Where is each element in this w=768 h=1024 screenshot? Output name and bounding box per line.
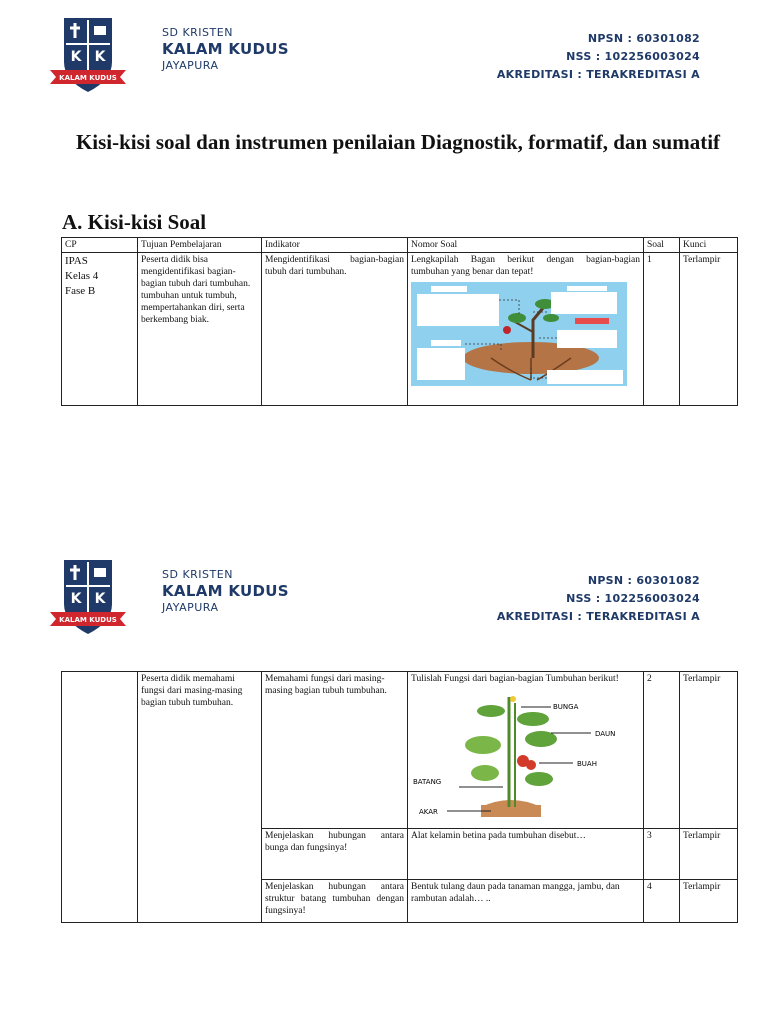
- school-logo: [48, 14, 128, 94]
- school-line-3: JAYAPURA: [162, 59, 219, 72]
- school-line-3: JAYAPURA: [162, 601, 219, 614]
- tujuan-cell: Peserta didik bisa mengidentifikasi bagian-bagian tubuh dari tumbuhan. tumbuhan untuk tumbuh, mempertahankan diri, serta berkembang biak.: [138, 253, 262, 406]
- question-text: Bentuk tulang daun pada tanaman mangga, jambu, dan rambutan adalah… ..: [408, 880, 644, 923]
- akreditasi: AKREDITASI : TERAKREDITASI A: [496, 68, 700, 81]
- cp-phase: Fase B: [65, 285, 96, 297]
- indikator-cell: Menjelaskan hubungan antara struktur batang tumbuhan dengan fungsinya!: [262, 880, 408, 923]
- indikator-cell: Memahami fungsi dari masing-masing bagian tubuh tumbuhan.: [262, 672, 408, 829]
- indikator-cell: Mengidentifikasi bagian-bagian tubuh dari tumbuhan.: [262, 253, 408, 406]
- school-identifiers: [497, 30, 700, 84]
- question-cell: [408, 672, 644, 829]
- header-kunci: Kunci: [680, 238, 738, 253]
- school-line-1: SD KRISTEN: [162, 26, 233, 39]
- npsn: NPSN : 60301082: [587, 32, 700, 45]
- cp-subject: IPAS: [65, 255, 88, 267]
- nss: NSS : 102256003024: [566, 50, 700, 63]
- table-header-row: [62, 238, 738, 253]
- label-batang: BATANG: [413, 778, 442, 786]
- header-nomor-soal: Nomor Soal: [408, 238, 644, 253]
- svg-text:K: K: [94, 49, 106, 65]
- akreditasi: AKREDITASI : TERAKREDITASI A: [496, 610, 700, 623]
- header-cp: CP: [62, 238, 138, 253]
- label-bunga: BUNGA: [553, 703, 579, 711]
- school-line-1: SD KRISTEN: [162, 568, 233, 581]
- school-logo: [48, 556, 128, 636]
- school-line-2: KALAM KUDUS: [162, 40, 289, 58]
- kisi-kisi-table: [61, 237, 738, 406]
- school-line-2: KALAM KUDUS: [162, 582, 289, 600]
- indikator-cell: Menjelaskan hubungan antara bunga dan fungsinya!: [262, 829, 408, 880]
- question-number: 2: [644, 672, 680, 829]
- answer-key: Terlampir: [680, 672, 738, 829]
- table-row: [62, 672, 738, 829]
- question-number: 3: [644, 829, 680, 880]
- header-indikator: Indikator: [262, 238, 408, 253]
- question-number: 1: [644, 253, 680, 406]
- school-name-block: [162, 26, 289, 73]
- school-identifiers: [497, 572, 700, 626]
- answer-key: Terlampir: [680, 880, 738, 923]
- plant-diagram-image: [411, 282, 627, 386]
- svg-text:K: K: [70, 49, 82, 65]
- kisi-kisi-table-continued: [61, 671, 738, 923]
- label-akar: AKAR: [419, 808, 438, 816]
- nss: NSS : 102256003024: [566, 592, 700, 605]
- answer-key: Terlampir: [680, 253, 738, 406]
- school-name-block: [162, 568, 289, 615]
- letterhead-top: [0, 10, 768, 100]
- tujuan-cell: Peserta didik memahami fungsi dari masing-masing bagian tubuh tumbuhan.: [138, 672, 262, 923]
- header-soal: Soal: [644, 238, 680, 253]
- question-text: Alat kelamin betina pada tumbuhan disebut…: [408, 829, 644, 880]
- label-buah: BUAH: [577, 760, 597, 768]
- cp-cell-empty: [62, 672, 138, 923]
- table-row: [62, 253, 738, 406]
- header-tujuan: Tujuan Pembelajaran: [138, 238, 262, 253]
- plant-parts-image: [411, 689, 627, 817]
- cp-class: Kelas 4: [65, 270, 99, 282]
- svg-text:K: K: [94, 591, 106, 607]
- question-number: 4: [644, 880, 680, 923]
- npsn: NPSN : 60301082: [587, 574, 700, 587]
- svg-text:KALAM KUDUS: KALAM KUDUS: [59, 616, 117, 624]
- svg-text:KALAM KUDUS: KALAM KUDUS: [59, 74, 117, 82]
- answer-key: Terlampir: [680, 829, 738, 880]
- section-heading: A. Kisi-kisi Soal: [62, 210, 207, 234]
- cp-cell: [62, 253, 138, 406]
- svg-text:K: K: [70, 591, 82, 607]
- letterhead-bottom: [0, 552, 768, 642]
- question-text: Lengkapilah Bagan berikut dengan bagian-bagian tumbuhan yang benar dan tepat!: [411, 255, 640, 277]
- question-cell: [408, 253, 644, 406]
- question-text: Tulislah Fungsi dari bagian-bagian Tumbuhan berikut!: [411, 674, 619, 684]
- label-daun: DAUN: [595, 730, 616, 738]
- document-title: Kisi-kisi soal dan instrumen penilaian Diagnostik, formatif, dan sumatif: [75, 130, 721, 154]
